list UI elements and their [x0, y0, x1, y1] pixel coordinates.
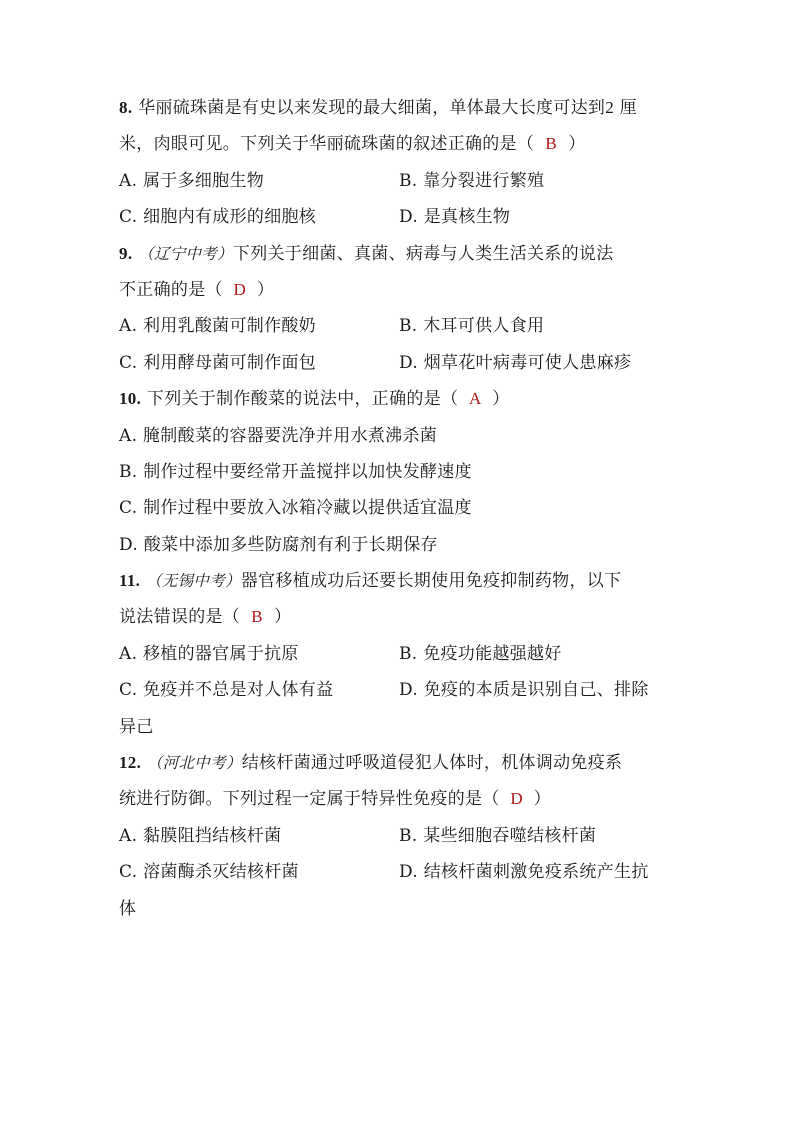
- question-number: 12: [119, 753, 137, 773]
- answer-mark: B: [251, 607, 263, 627]
- option-row: [119, 163, 679, 199]
- question-source: （无锡中考）: [145, 572, 241, 591]
- option-d-continued: 异己: [119, 716, 154, 737]
- question-number: 9: [119, 243, 128, 263]
- question-stem-line: 10. 下列关于制作酸菜的说法中，正确的是（ A ）: [119, 381, 679, 417]
- option-row: [119, 818, 679, 854]
- option-c: C. 溶菌酶杀灭结核杆菌: [119, 862, 299, 883]
- option-a: A. 移植的器官属于抗原: [119, 643, 299, 664]
- question-number: 11: [119, 571, 136, 591]
- option-row: [119, 672, 679, 708]
- answer-close-paren: ）: [492, 389, 510, 410]
- question-10: [119, 381, 679, 563]
- answer-close-paren: ）: [533, 789, 551, 810]
- option-d-continued: 体: [119, 898, 137, 919]
- option-c: C. 制作过程中要放入冰箱冷藏以提供适宜温度: [119, 498, 472, 519]
- answer-mark: B: [545, 134, 558, 154]
- question-number: 8: [119, 98, 128, 117]
- option-a: A. 黏膜阻挡结核杆菌: [119, 825, 282, 846]
- option-c: C. 免疫并不总是对人体有益: [119, 680, 334, 701]
- option-b: B. 木耳可供人食用: [399, 316, 545, 337]
- answer-mark: D: [510, 789, 523, 809]
- option-a: A. 腌制酸菜的容器要洗净并用水煮沸杀菌: [119, 425, 438, 446]
- option-a: A. 利用乳酸菌可制作酸奶: [119, 316, 316, 337]
- question-sheet: [119, 90, 679, 927]
- question-stem: 下列关于细菌、真菌、病毒与人类生活关系的说法: [232, 243, 614, 264]
- question-stem-tail: 厘: [614, 98, 638, 118]
- question-8: [119, 90, 679, 236]
- question-stem: 说法错误的是（: [119, 607, 241, 628]
- question-number: 10: [119, 389, 137, 409]
- option-d: D. 结核杆菌刺激免疫系统产生抗: [399, 862, 649, 883]
- answer-close-paren: ）: [274, 607, 292, 628]
- question-stem: 结核杆菌通过呼吸道侵犯人体时，机体调动免疫系: [241, 753, 623, 774]
- option-b: B. 制作过程中要经常开盖搅拌以加快发酵速度: [119, 461, 472, 482]
- option-d: D. 烟草花叶病毒可使人患麻疹: [399, 352, 632, 373]
- question-source: （辽宁中考）: [138, 244, 233, 263]
- question-stem-line: [119, 272, 679, 308]
- option-d: D. 是真核生物: [399, 207, 511, 228]
- question-stem-line: 9. （辽宁中考）下列关于细菌、真菌、病毒与人类生活关系的说法: [119, 243, 614, 264]
- answer-mark: A: [469, 389, 482, 409]
- option-row: [119, 308, 679, 344]
- answer-close-paren: ）: [256, 279, 275, 300]
- answer-mark: D: [233, 279, 247, 299]
- option-b: B. 免疫功能越强越好: [399, 643, 562, 664]
- question-stem-line: 8. 华丽硫珠菌是有史以来发现的最大细菌，单体最大长度可达到2 厘: [119, 98, 638, 118]
- question-9: [119, 236, 679, 382]
- option-d: D. 免疫的本质是识别自己、排除: [399, 680, 649, 701]
- question-stem-line: [119, 781, 679, 817]
- question-stem: 米，肉眼可见。下列关于华丽硫珠菌的叙述正确的是（: [119, 134, 535, 155]
- question-stem: 不正确的是（: [119, 279, 223, 300]
- length-value: 2: [605, 98, 615, 117]
- question-stem-line: 12. （河北中考）结核杆菌通过呼吸道侵犯人体时，机体调动免疫系: [119, 753, 623, 774]
- question-stem-line: 11. （无锡中考）器官移植成功后还要长期使用免疫抑制药物，以下: [119, 571, 622, 592]
- question-stem: 统进行防御。下列过程一定属于特异性免疫的是（: [119, 789, 500, 810]
- option-a: A. 属于多细胞生物: [119, 170, 265, 191]
- option-c: C. 利用酵母菌可制作面包: [119, 352, 317, 373]
- answer-close-paren: ）: [568, 134, 586, 155]
- option-d: D. 酸菜中添加多些防腐剂有利于长期保存: [119, 534, 438, 555]
- question-12: [119, 745, 679, 927]
- option-b: B. 某些细胞吞噬结核杆菌: [399, 825, 597, 846]
- option-b: B. 靠分裂进行繁殖: [399, 170, 545, 191]
- question-stem: 下列关于制作酸菜的说法中，正确的是（: [146, 389, 459, 410]
- question-stem-line: [119, 126, 679, 162]
- option-row: [119, 636, 679, 672]
- question-11: [119, 563, 679, 745]
- question-stem: 器官移植成功后还要长期使用免疫抑制药物，以下: [240, 571, 622, 592]
- question-stem-line: [119, 599, 679, 635]
- option-row: [119, 199, 679, 235]
- option-row: [119, 345, 679, 381]
- option-c: C. 细胞内有成形的细胞核: [119, 207, 317, 228]
- question-stem: 华丽硫珠菌是有史以来发现的最大细菌，单体最大长度可达到: [138, 98, 606, 118]
- option-row: [119, 854, 679, 890]
- question-source: （河北中考）: [146, 754, 242, 773]
